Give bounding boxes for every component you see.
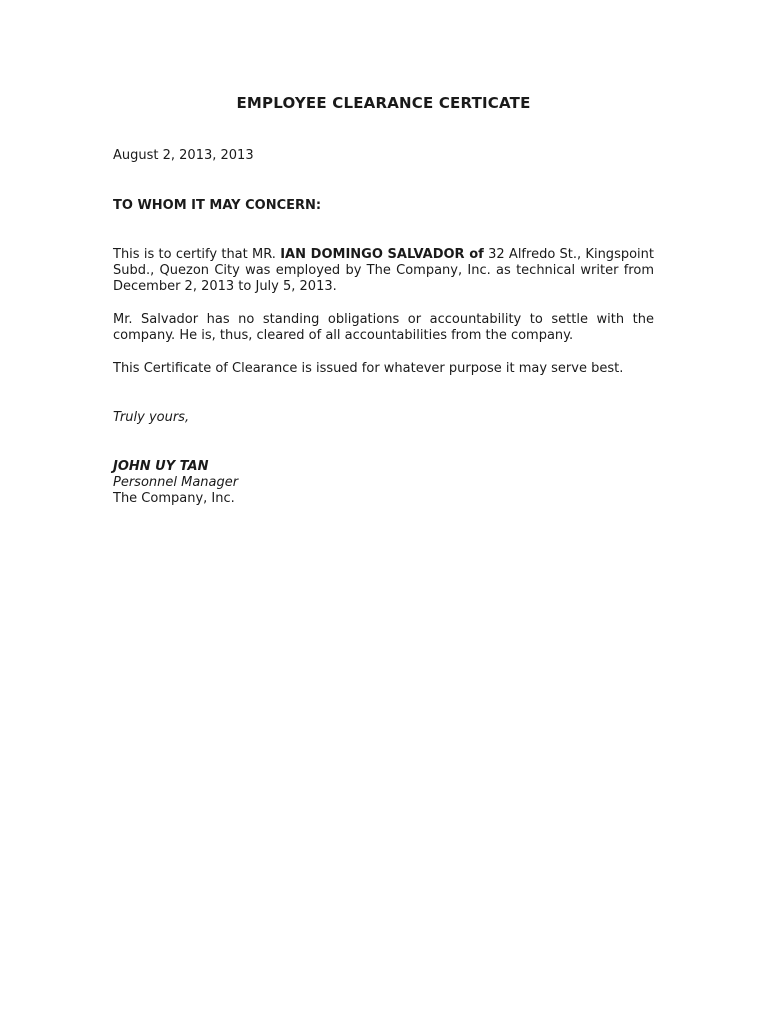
salutation: TO WHOM IT MAY CONCERN: — [113, 198, 322, 213]
employee-name: IAN DOMINGO SALVADOR of — [280, 247, 484, 262]
closing: Truly yours, — [113, 410, 190, 425]
signer-company: The Company, Inc. — [113, 491, 235, 506]
certification-intro: This is to certify that MR. — [113, 247, 276, 262]
letter-date: August 2, 2013, 2013 — [113, 148, 254, 163]
certification-paragraph — [113, 247, 654, 295]
letter-body — [113, 92, 654, 507]
document-title: EMPLOYEE CLEARANCE CERTICATE — [236, 94, 531, 112]
obligations-paragraph: Mr. Salvador has no standing obligations or accountability to settle with the company. He is, thus, cleared of all accountabilities from the company. — [113, 312, 654, 343]
certification-details: 32 Alfredo St., Kingspoint Subd., Quezon City was employed by The Company, Inc. as technical writer from December 2, 2013 to July 5, 2013. — [113, 247, 654, 294]
signer-name: JOHN UY TAN — [113, 459, 209, 474]
signer-title: Personnel Manager — [113, 475, 239, 490]
purpose-paragraph: This Certificate of Clearance is issued for whatever purpose it may serve best. — [113, 361, 624, 376]
